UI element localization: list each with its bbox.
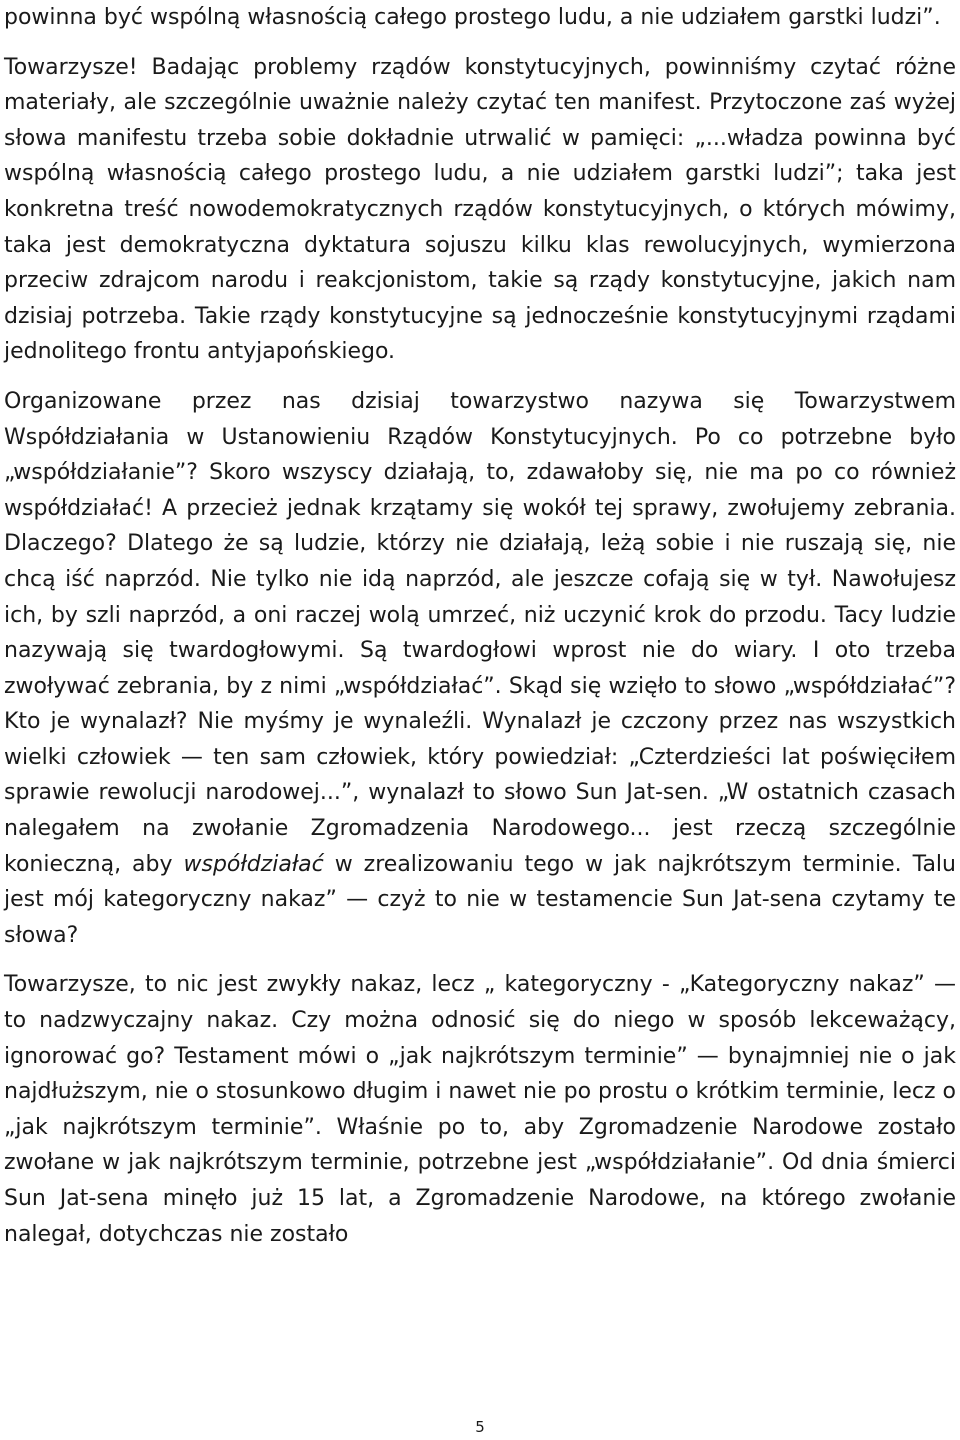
paragraph-text: Towarzysze! Badając problemy rządów konstytucyjnych, powinniśmy czytać różne materiały, ale szczególnie uważnie należy czytać ten manifest. Przytoczone zaś wyżej słowa manifestu trzeba sobie dokładnie utrwalić w pamięci: „...władza powinna być wspólną własnością całego prostego ludu, a nie udziałem garstki ludzi”; taka jest konkretna treść nowodemokratycznych rządów konstytucyjnych, o których mówimy, taka jest demokratyczna dyktatura sojuszu kilku klas rewolucyjnych, wymierzona przeciw zdrajcom narodu i reakcjonistom, takie są rządy konstytucyjne, jakich nam dzisiaj potrzeba. Takie rządy konstytucyjne są jednocześnie konstytucyjnymi rządami jednolitego frontu antyjapońskiego. xyxy=(4,54,956,365)
page-number: 5 xyxy=(475,1418,485,1436)
paragraph-1 xyxy=(4,0,956,36)
italic-emphasis: współdziałać xyxy=(183,851,324,877)
paragraph-4 xyxy=(4,967,956,1252)
paragraph-text: w zrealizowaniu tego w jak najkrótszym terminie. Talu jest mój kategoryczny nakaz” — czyż to nie w testamencie Sun Jat-sena czytamy te słowa? xyxy=(4,851,956,948)
paragraph-text: Towarzysze, to nic jest zwykły nakaz, lecz „ kategoryczny - „Kategoryczny nakaz” — to nadzwyczajny nakaz. Czy można odnosić się do niego w sposób lekceważący, ignorować go? Testament mówi o „jak najkrótszym terminie” — bynajmniej nie o jak najdłuższym, nie o stosunkowo długim i nawet nie po prostu o krótkim terminie, lecz o „jak najkrótszym terminie”. Właśnie po to, aby Zgromadzenie Narodowe zostało zwołane w jak najkrótszym terminie, potrzebne jest „współdziałanie”. Od dnia śmierci Sun Jat-sena minęło już 15 lat, a Zgromadzenie Narodowe, na którego zwołanie nalegał, dotychczas nie zostało xyxy=(4,972,956,1247)
paragraph-text: powinna być wspólną własnością całego prostego ludu, a nie udziałem garstki ludzi”. xyxy=(4,5,941,30)
paragraph-2 xyxy=(4,50,956,370)
paragraph-text: Organizowane przez nas dzisiaj towarzystwo nazywa się Towarzystwem Współdziałania w Ustanowieniu Rządów Konstytucyjnych. Po co potrzebne było „współdziałanie”? Skoro wszyscy działają, to, zdawałoby się, nie ma po co również współdziałać! A przecież jednak krzątamy się wokół tej sprawy, zwołujemy zebrania. Dlaczego? Dlatego że są ludzie, którzy nie działają, leżą sobie i nie ruszają się, nie chcą iść naprzód. Nie tylko nie idą naprzód, ale jeszcze cofają się w tył. Nawołujesz ich, by szli naprzód, a oni raczej wolą umrzeć, niż uczynić krok do przodu. Tacy ludzie nazywają się twardogłowymi. Są twardogłowi wprost nie do wiary. I oto trzeba zwoływać zebrania, by z nimi „współdziałać”. Skąd się wzięło to słowo „współdziałać”? Kto je wynalazł? Nie myśmy je wynaleźli. Wynalazł je czczony przez nas wszystkich wielki człowiek — ten sam człowiek, który powiedział: „Czterdzieści lat poświęciłem sprawie rewolucji narodowej...”, wynalazł to słowo Sun Jat-sen. „W ostatnich czasach nalegałem na zwołanie Zgromadzenia Narodowego... jest rzeczą szczególnie konieczną, aby xyxy=(4,388,956,877)
paragraph-3 xyxy=(4,384,956,954)
document-body xyxy=(4,0,956,1252)
